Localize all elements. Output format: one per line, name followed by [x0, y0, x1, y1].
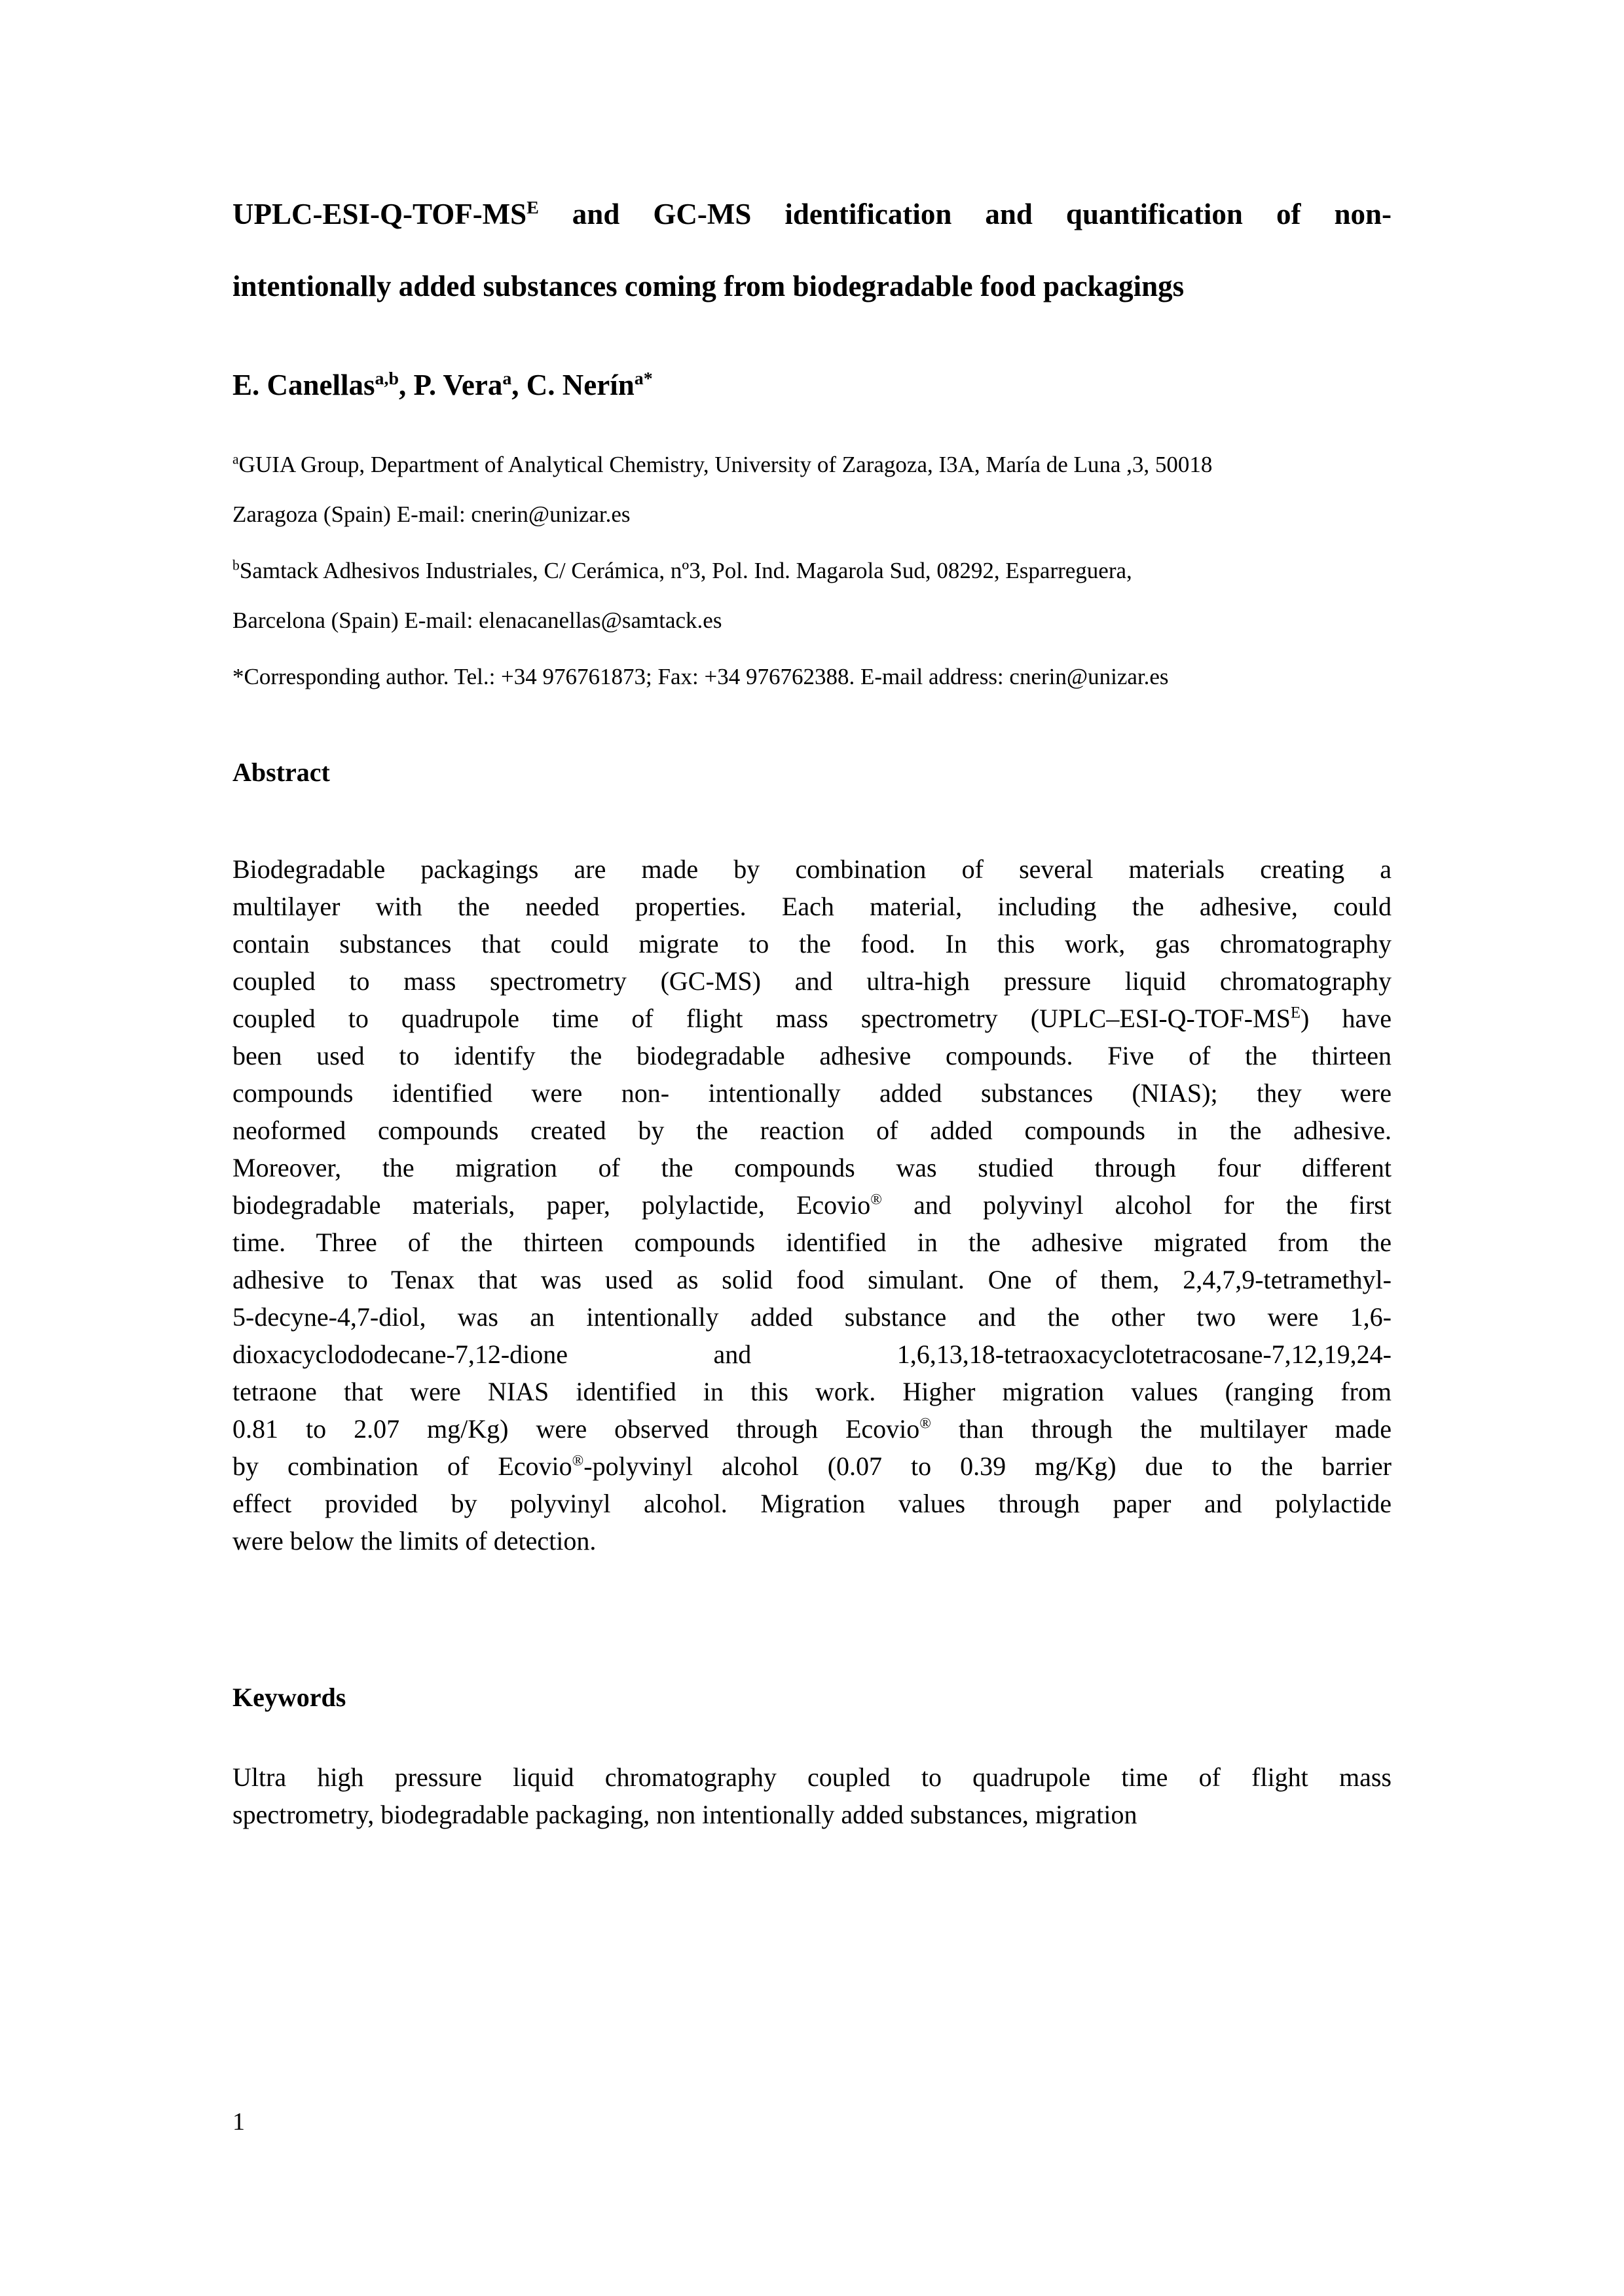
abstract-line-10: [232, 1186, 1392, 1224]
page-content: [232, 0, 1392, 1833]
abstract-superscript-e: E: [1290, 1004, 1301, 1022]
abstract-line-11: time. Three of the thirteen compounds identified in the adhesive migrated from the: [232, 1228, 1392, 1257]
abstract-line-16-part-a: 0.81 to 2.07 mg/Kg) were observed through Ecovio: [232, 1414, 920, 1444]
author-2-affiliation-marker: a: [502, 369, 512, 389]
keywords-body: [232, 1714, 1392, 1833]
abstract-line-17: [232, 1448, 1392, 1485]
abstract-line-17-part-b: -polyvinyl alcohol (0.07 to 0.39 mg/Kg) due to the barrier: [583, 1451, 1392, 1481]
registered-trademark-icon: ®: [919, 1415, 931, 1432]
abstract-line-16-part-b: than through the multilayer made: [931, 1414, 1392, 1444]
abstract-line-12: adhesive to Tenax that was used as solid food simulant. One of them, 2,4,7,9-tetramethyl-: [232, 1265, 1392, 1294]
author-separator-2: ,: [511, 369, 526, 401]
abstract-line-5-part-a: coupled to quadrupole time of flight mass spectrometry (UPLC–ESI-Q-TOF-MS: [232, 1004, 1291, 1033]
abstract-line-1: Biodegradable packagings are made by combination of several materials creating a: [232, 854, 1392, 884]
abstract-line-14: dioxacyclododecane-7,12-dione and 1,6,13,18-tetraoxacyclotetracosane-7,12,19,24-: [232, 1339, 1392, 1369]
title-line-1-part-b: and GC-MS identification and quantification of non-: [538, 198, 1392, 230]
abstract-line-16: [232, 1410, 1392, 1448]
affiliation-b: [232, 546, 1392, 646]
title-superscript-e: E: [526, 198, 539, 218]
affiliation-a-line-2: Zaragoza (Spain) E-mail: cnerin@unizar.es: [232, 501, 631, 527]
author-3-name: C. Nerín: [526, 369, 635, 401]
abstract-line-8: neoformed compounds created by the reaction of added compounds in the adhesive.: [232, 1116, 1392, 1145]
abstract-line-3: contain substances that could migrate to the food. In this work, gas chromatography: [232, 929, 1392, 958]
paper-title: [232, 0, 1392, 322]
abstract-line-18: effect provided by polyvinyl alcohol. Migration values through paper and polylactide: [232, 1489, 1392, 1518]
title-line-2: intentionally added substances coming from biodegradable food packagings: [232, 270, 1185, 302]
corresponding-author-text: *Corresponding author. Tel.: +34 976761873; Fax: +34 976762388. E-mail address: cnerin@unizar.es: [232, 664, 1169, 689]
author-1-name: E. Canellas: [232, 369, 375, 401]
title-line-1: [232, 178, 1392, 250]
abstract-line-10-part-b: and polyvinyl alcohol for the first: [881, 1190, 1392, 1220]
registered-trademark-icon: ®: [870, 1191, 882, 1209]
keywords-line-2: spectrometry, biodegradable packaging, non intentionally added substances, migration: [232, 1800, 1137, 1829]
author-list: [232, 322, 1392, 403]
affiliation-a: [232, 440, 1392, 539]
abstract-line-6: been used to identify the biodegradable adhesive compounds. Five of the thirteen: [232, 1041, 1392, 1070]
affiliation-b-text-1: Samtack Adhesivos Industriales, C/ Cerámica, nº3, Pol. Ind. Magarola Sud, 08292, Esparreguera,: [239, 558, 1132, 583]
author-3-affiliation-marker: a*: [634, 369, 653, 389]
affiliation-a-line-1: [232, 440, 1392, 490]
keywords-line-1: Ultra high pressure liquid chromatography coupled to quadrupole time of flight mass: [232, 1762, 1392, 1792]
abstract-line-19: were below the limits of detection.: [232, 1526, 597, 1556]
affiliation-b-line-2: Barcelona (Spain) E-mail: elenacanellas@samtack.es: [232, 608, 722, 633]
affiliations-block: [232, 403, 1392, 702]
affiliation-b-line-1: [232, 546, 1392, 596]
abstract-line-9: Moreover, the migration of the compounds was studied through four different: [232, 1153, 1392, 1182]
corresponding-author-note: [232, 652, 1392, 702]
abstract-line-5-part-b: ) have: [1301, 1004, 1392, 1033]
registered-trademark-icon: ®: [572, 1452, 584, 1470]
abstract-line-17-part-a: by combination of Ecovio: [232, 1451, 572, 1481]
abstract-line-5: [232, 1000, 1392, 1037]
author-separator-1: ,: [398, 369, 414, 401]
abstract-line-10-part-a: biodegradable materials, paper, polylactide, Ecovio: [232, 1190, 871, 1220]
abstract-body: [232, 789, 1392, 1559]
section-spacer: [232, 1559, 1392, 1681]
title-line-1-part-a: UPLC-ESI-Q-TOF-MS: [232, 198, 527, 230]
page-number: 1: [232, 2108, 245, 2136]
affiliation-a-marker: a: [232, 451, 239, 467]
abstract-line-13: 5-decyne-4,7-diol, was an intentionally added substance and the other two were 1,6-: [232, 1302, 1392, 1332]
keywords-heading: Keywords: [232, 1683, 346, 1712]
abstract-heading: Abstract: [232, 757, 330, 787]
affiliation-a-text-1: GUIA Group, Department of Analytical Chemistry, University of Zaragoza, I3A, María de Luna ,3, 50018: [238, 452, 1213, 477]
affiliation-b-marker: b: [232, 557, 240, 574]
abstract-line-7: compounds identified were non- intentionally added substances (NIAS); they were: [232, 1078, 1392, 1108]
author-2-name: P. Vera: [413, 369, 503, 401]
author-1-affiliation-marker: a,b: [375, 369, 399, 389]
abstract-line-2: multilayer with the needed properties. Each material, including the adhesive, could: [232, 892, 1392, 921]
abstract-line-15: tetraone that were NIAS identified in this work. Higher migration values (ranging from: [232, 1377, 1392, 1406]
abstract-line-4: coupled to mass spectrometry (GC-MS) and ultra-high pressure liquid chromatography: [232, 966, 1392, 996]
